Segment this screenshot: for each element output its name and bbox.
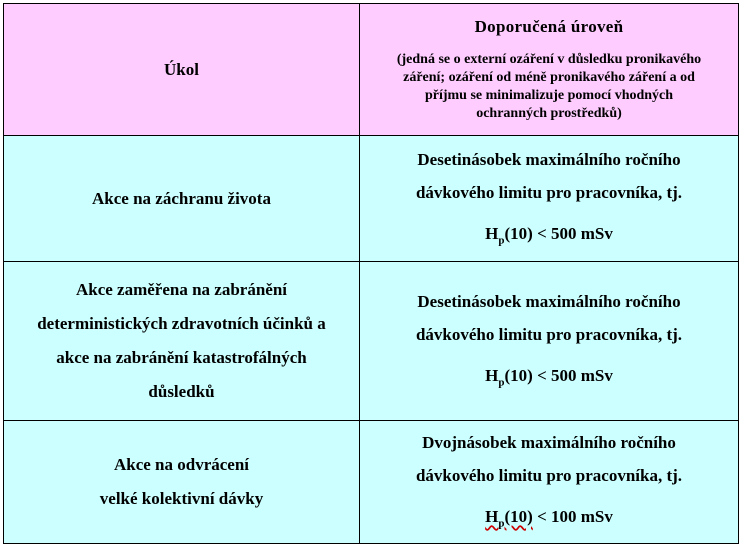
- header-note-line: záření; ozáření od méně pronikavého záření a od: [403, 69, 695, 85]
- level-line: Desetinásobek maximálního ročního: [417, 149, 681, 169]
- formula-symbol-underlined: [485, 506, 533, 529]
- table-row: [4, 261, 739, 420]
- table-row: [4, 136, 739, 261]
- task-cell: [4, 136, 360, 261]
- table-row: [4, 420, 739, 543]
- task-line: Akce zaměřena na zabránění: [75, 279, 288, 299]
- header-note-line: příjmu se minimalizuje pomocí vhodných: [424, 87, 674, 103]
- level-cell: [360, 261, 739, 420]
- task-line: akce na zabránění katastrofálných: [56, 347, 307, 367]
- formula-limit: < 500 mSv: [532, 223, 613, 243]
- level-line: Desetinásobek maximálního ročního: [417, 291, 681, 311]
- level-line: dávkového limitu pro pracovníka, tj.: [415, 182, 683, 202]
- header-level-note: [366, 51, 732, 123]
- formula-arg: (10): [504, 223, 533, 243]
- header-level-title: Doporučená úroveň: [474, 16, 624, 36]
- table-header-row: [4, 4, 739, 136]
- task-line: důsledků: [148, 381, 215, 401]
- formula-symbol: H: [485, 223, 499, 243]
- task-cell: [4, 261, 360, 420]
- task-cell: [4, 420, 360, 543]
- task-line: deterministických zdravotních účinků a: [37, 313, 326, 333]
- task-line: Akce na záchranu života: [92, 188, 271, 208]
- level-line: dávkového limitu pro pracovníka, tj.: [415, 465, 683, 485]
- formula-subscript: p: [498, 375, 505, 388]
- formula-subscript: p: [498, 233, 505, 246]
- task-line: velké kolektivní dávky: [99, 488, 264, 508]
- header-level-cell: [360, 4, 739, 136]
- formula-symbol: H: [485, 365, 499, 385]
- task-line: Akce na odvrácení: [113, 454, 250, 474]
- dose-formula: [366, 361, 732, 397]
- header-task-label: Úkol: [164, 59, 199, 79]
- formula-limit: < 500 mSv: [532, 365, 613, 385]
- formula-arg: (10): [504, 365, 533, 385]
- level-cell: [360, 136, 739, 261]
- formula-subscript: p: [498, 516, 505, 529]
- dose-formula: [366, 502, 732, 538]
- level-cell: [360, 420, 739, 543]
- header-task-cell: [4, 4, 360, 136]
- formula-symbol: H: [485, 506, 499, 526]
- formula-arg: (10): [504, 506, 533, 526]
- dose-level-table: [3, 3, 739, 544]
- dose-formula: [366, 219, 732, 255]
- level-line: Dvojnásobek maximálního ročního: [422, 432, 676, 452]
- header-note-line: ochranných prostředků): [476, 105, 622, 121]
- formula-limit: < 100 mSv: [532, 506, 613, 526]
- level-line: dávkového limitu pro pracovníka, tj.: [415, 324, 683, 344]
- header-note-line: (jedná se o externí ozáření v důsledku pronikavého: [396, 51, 702, 67]
